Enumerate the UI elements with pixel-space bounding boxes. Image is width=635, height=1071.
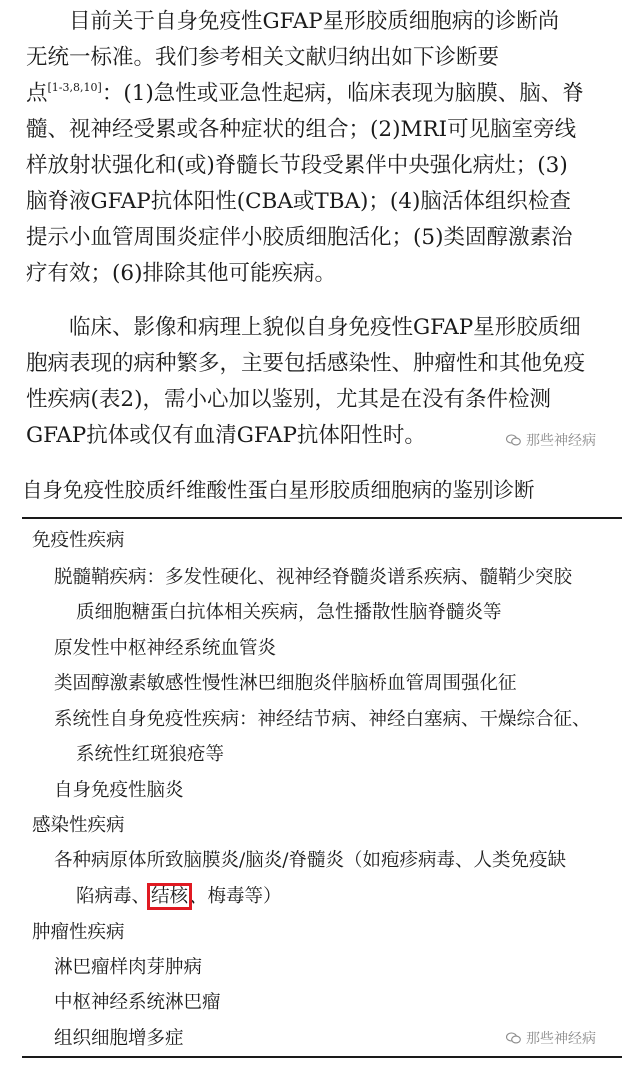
text-fragment: 陷病毒、 — [76, 886, 151, 907]
table-row: 系统性自身免疫性疾病：神经结节病、神经白塞病、干燥综合征、 — [54, 709, 591, 730]
table-row: 中枢神经系统淋巴瘤 — [54, 992, 221, 1013]
text-line: 无统一标准。我们参考相关文献归纳出如下诊断要 — [26, 45, 500, 70]
wechat-icon — [506, 434, 521, 446]
table-top-rule — [22, 517, 622, 519]
watermark-text: 那些神经病 — [526, 1031, 596, 1047]
category-row: 肿瘤性疾病 — [32, 922, 125, 943]
text-line: 提示小血管周围炎症伴小胶质细胞活化；(5)类固醇激素治 — [26, 225, 573, 250]
watermark — [506, 430, 596, 450]
text-line: 性疾病(表2)，需小心加以鉴别，尤其是在没有条件检测 — [26, 387, 551, 412]
category-row: 免疫性疾病 — [32, 530, 125, 551]
table-row: 原发性中枢神经系统血管炎 — [54, 638, 277, 659]
wechat-icon — [506, 1032, 521, 1044]
table-title: 自身免疫性胶质纤维酸性蛋白星形胶质细胞病的鉴别诊断 — [22, 478, 535, 502]
table-row-continuation — [76, 882, 282, 912]
text-line: 髓、视神经受累或各种症状的组合；(2)MRI可见脑室旁线 — [26, 117, 577, 142]
text-fragment: 点 — [26, 81, 48, 106]
diagnosis-criteria-paragraph — [26, 4, 620, 292]
text-line: GFAP抗体或仅有血清GFAP抗体阳性时。 — [26, 423, 426, 448]
table-row: 自身免疫性脑炎 — [54, 780, 184, 801]
watermark — [506, 1028, 596, 1048]
table-row: 组织细胞增多症 — [54, 1028, 184, 1049]
table-row-continuation: 系统性红斑狼疮等 — [76, 744, 225, 765]
table-row-continuation: 质细胞糖蛋白抗体相关疾病，急性播散性脑脊髓炎等 — [76, 602, 502, 623]
text-fragment: 、梅毒等） — [189, 886, 282, 907]
text-line: 胞病表现的病种繁多，主要包括感染性、肿瘤性和其他免疫 — [26, 351, 586, 376]
table-row: 类固醇激素敏感性慢性淋巴细胞炎伴脑桥血管周围强化征 — [54, 673, 517, 694]
text-fragment: ：(1)急性或亚急性起病，临床表现为脑膜、脑、脊 — [101, 81, 584, 106]
table-row: 各种病原体所致脑膜炎/脑炎/脊髓炎（如疱疹病毒、人类免疫缺 — [54, 850, 566, 871]
citation-superscript: [1-3,8,10] — [47, 81, 102, 94]
highlighted-term: 结核 — [151, 886, 189, 907]
text-line: 疗有效；(6)排除其他可能疾病。 — [26, 261, 336, 286]
table-row: 脱髓鞘疾病：多发性硬化、视神经脊髓炎谱系疾病、髓鞘少突胶 — [54, 567, 573, 588]
text-line: 脑脊液GFAP抗体阳性(CBA或TBA)；(4)脑活体组织检查 — [26, 189, 571, 214]
text-line-with-citation — [26, 76, 620, 112]
text-line: 样放射状强化和(或)脊髓长节段受累伴中央强化病灶；(3) — [26, 153, 568, 178]
category-row: 感染性疾病 — [32, 815, 125, 836]
table-bottom-rule — [22, 1056, 622, 1058]
text-line: 目前关于自身免疫性GFAP星形胶质细胞病的诊断尚 — [26, 9, 560, 34]
table-row: 淋巴瘤样肉芽肿病 — [54, 957, 203, 978]
watermark-text: 那些神经病 — [526, 433, 596, 449]
text-line: 临床、影像和病理上貌似自身免疫性GFAP星形胶质细 — [26, 315, 581, 340]
